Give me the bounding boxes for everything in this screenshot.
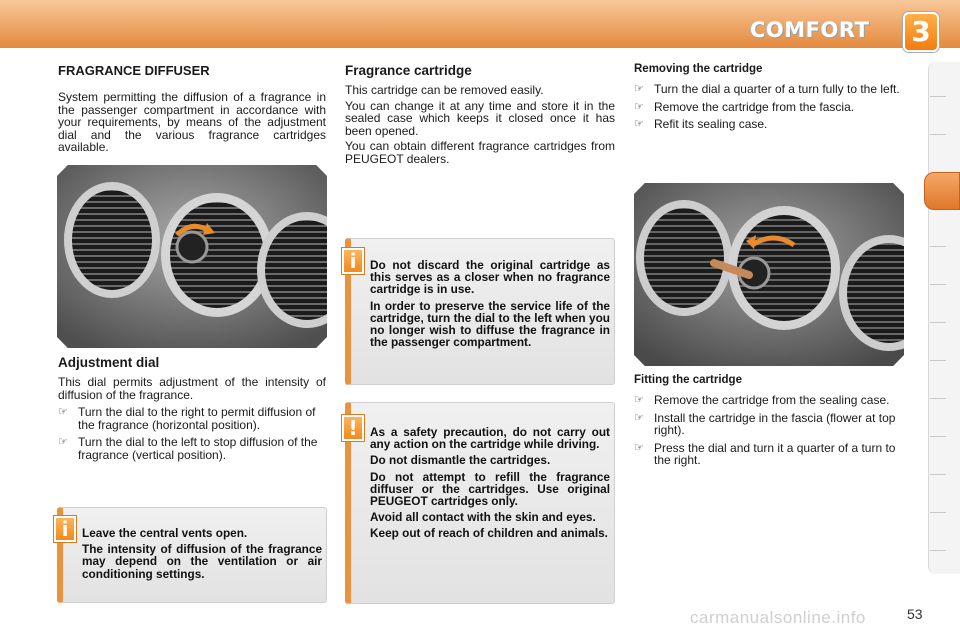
- chapter-title: COMFORT: [750, 18, 870, 42]
- list-item: ☞ Remove the cartridge from the fascia.: [634, 99, 855, 114]
- list-item: ☞ Turn the dial a quarter of a turn fully to the left.: [634, 82, 900, 96]
- hand-pointer-icon: ☞: [58, 406, 68, 418]
- adjustment-bullets: [58, 406, 326, 466]
- info-icon: i: [342, 248, 364, 274]
- watermark: carmanualsonline.info: [690, 608, 866, 627]
- hand-pointer-icon: ☞: [58, 436, 68, 449]
- tab-divider: [930, 512, 946, 513]
- page-number: 53: [907, 606, 923, 622]
- removing-title: Removing the cartridge: [634, 63, 763, 75]
- list-item: ☞ Remove the cartridge from the sealing case.: [634, 393, 890, 407]
- removing-steps: [634, 83, 906, 136]
- hand-pointer-icon: ☞: [634, 411, 644, 424]
- hand-pointer-icon: ☞: [634, 441, 644, 454]
- dashboard-vents-photo: [57, 165, 327, 348]
- info-note-cartridge-text: Do not discard the original cartridge as this serves as a closer when no fragrance cartridge is in use. In order to preserve the service life of the cartridge, turn the dial to the left when you no longer wish to diffuse the fragrance in the passenger compartment.: [370, 258, 610, 350]
- fitting-title: Fitting the cartridge: [634, 374, 742, 386]
- tab-divider: [930, 550, 946, 551]
- info-note-vents-text: Leave the central vents open. The intensity of diffusion of the fragrance may depend on the ventilation or air conditioning settings.: [82, 526, 322, 581]
- chapter-tab-active[interactable]: [924, 172, 960, 210]
- tab-divider: [930, 360, 946, 361]
- hand-pointer-icon: ☞: [634, 100, 644, 113]
- cartridge-removal-photo: [634, 183, 904, 366]
- tab-divider: [930, 322, 946, 323]
- intro-paragraph: System permitting the diffusion of a fragrance in the passenger compartment in accordance with your requirements, by means of the adjustment dial and the various fragrance cartridges available.: [58, 90, 326, 155]
- tab-divider: [930, 474, 946, 475]
- warning-icon: !: [342, 415, 364, 441]
- chapter-number-badge: 3: [903, 12, 939, 52]
- header-divider: [0, 48, 960, 54]
- hand-pointer-icon: ☞: [634, 118, 644, 131]
- fragrance-cartridge-title: Fragrance cartridge: [345, 63, 472, 78]
- list-item: ☞ Turn the dial to the right to permit diffusion of the fragrance (horizontal position).: [58, 405, 316, 432]
- section-title: FRAGRANCE DIFFUSER: [58, 63, 210, 78]
- list-item: ☞ Press the dial and turn it a quarter of a turn to the right.: [634, 440, 896, 468]
- info-icon: i: [54, 516, 76, 542]
- cartridge-paragraphs: This cartridge can be removed easily. You can change it at any time and store it in the sealed case which keeps it closed once it has been opened. You can obtain different fragrance cartridges from PEUGEOT dealers.: [345, 83, 615, 166]
- hand-pointer-icon: ☞: [634, 394, 644, 406]
- tab-divider: [930, 284, 946, 285]
- list-item: ☞ Turn the dial to the left to stop diffusion of the fragrance (vertical position).: [58, 435, 318, 462]
- tab-divider: [930, 134, 946, 135]
- tab-divider: [930, 436, 946, 437]
- hand-pointer-icon: ☞: [634, 83, 644, 95]
- list-item: ☞ Install the cartridge in the fascia (flower at top right).: [634, 410, 896, 438]
- tab-divider: [930, 96, 946, 97]
- adjustment-dial-title: Adjustment dial: [58, 355, 160, 370]
- chapter-tab-rail: [928, 62, 960, 574]
- warning-note-text: As a safety precaution, do not carry out any action on the cartridge while driving. Do not dismantle the cartridges. Do not attempt to refill the fragrance diffuser or the cartridges. Use original PEUGEOT cartridges only. Avoid all contact with the skin and eyes. Keep out of reach of children and animals.: [370, 425, 610, 541]
- adjustment-paragraph: This dial permits adjustment of the intensity of diffusion of the fragrance.: [58, 375, 326, 402]
- list-item: ☞ Refit its sealing case.: [634, 117, 768, 132]
- tab-divider: [930, 246, 946, 247]
- tab-divider: [930, 398, 946, 399]
- fitting-steps: [634, 394, 906, 472]
